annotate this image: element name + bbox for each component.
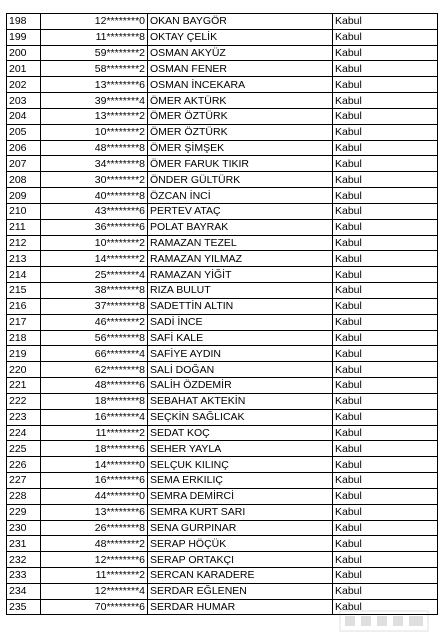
row-number-cell: 210 [7,203,41,219]
masked-id-cell: 14********2 [41,251,148,267]
status-cell: Kabul [333,267,438,283]
status-cell: Kabul [333,425,438,441]
row-number-cell: 211 [7,219,41,235]
table-row [7,409,438,425]
row-number-cell: 217 [7,314,41,330]
masked-id-cell: 39********4 [41,93,148,109]
status-cell: Kabul [333,567,438,583]
masked-id-cell: 16********6 [41,473,148,489]
masked-id-cell: 26********8 [41,520,148,536]
table-row [7,156,438,172]
masked-id-cell: 12********0 [41,14,148,30]
row-number-cell: 203 [7,93,41,109]
status-cell: Kabul [333,520,438,536]
row-number-cell: 216 [7,298,41,314]
table-row [7,29,438,45]
table-row [7,172,438,188]
status-cell: Kabul [333,346,438,362]
row-number-cell: 199 [7,29,41,45]
table-row [7,45,438,61]
row-number-cell: 222 [7,393,41,409]
status-cell: Kabul [333,140,438,156]
masked-id-cell: 10********2 [41,124,148,140]
full-name-cell: POLAT BAYRAK [148,219,333,235]
masked-id-cell: 56********8 [41,330,148,346]
full-name-cell: RAMAZAN TEZEL [148,235,333,251]
row-number-cell: 234 [7,583,41,599]
row-number-cell: 226 [7,457,41,473]
masked-id-cell: 36********6 [41,219,148,235]
full-name-cell: PERTEV ATAÇ [148,203,333,219]
masked-id-cell: 48********8 [41,140,148,156]
full-name-cell: SAFİYE AYDIN [148,346,333,362]
table-row [7,583,438,599]
row-number-cell: 220 [7,362,41,378]
table-row [7,567,438,583]
masked-id-cell: 16********4 [41,409,148,425]
full-name-cell: ÖMER FARUK TIKIR [148,156,333,172]
table-row [7,235,438,251]
full-name-cell: ÖMER ÖZTÜRK [148,124,333,140]
table-row [7,203,438,219]
status-cell: Kabul [333,172,438,188]
table-row [7,457,438,473]
table-row [7,504,438,520]
masked-id-cell: 11********2 [41,425,148,441]
full-name-cell: SEÇKİN SAĞLICAK [148,409,333,425]
table-row [7,14,438,30]
full-name-cell: SELÇUK KILINÇ [148,457,333,473]
table-row [7,488,438,504]
status-cell: Kabul [333,14,438,30]
table-row [7,283,438,299]
table-row [7,219,438,235]
row-number-cell: 219 [7,346,41,362]
status-cell: Kabul [333,409,438,425]
masked-id-cell: 13********2 [41,108,148,124]
full-name-cell: RAMAZAN YİĞİT [148,267,333,283]
table-row [7,536,438,552]
row-number-cell: 229 [7,504,41,520]
row-number-cell: 228 [7,488,41,504]
full-name-cell: SEBAHAT AKTEKİN [148,393,333,409]
table-row [7,378,438,394]
full-name-cell: RAMAZAN YILMAZ [148,251,333,267]
status-cell: Kabul [333,203,438,219]
row-number-cell: 231 [7,536,41,552]
full-name-cell: SADİ İNCE [148,314,333,330]
masked-id-cell: 10********2 [41,235,148,251]
full-name-cell: RIZA BULUT [148,283,333,299]
full-name-cell: SEDAT KOÇ [148,425,333,441]
full-name-cell: ÖMER ŞİMŞEK [148,140,333,156]
status-cell: Kabul [333,188,438,204]
row-number-cell: 206 [7,140,41,156]
full-name-cell: SERCAN KARADERE [148,567,333,583]
full-name-cell: ÖZCAN İNCİ [148,188,333,204]
masked-id-cell: 13********6 [41,504,148,520]
row-number-cell: 225 [7,441,41,457]
table-row [7,346,438,362]
row-number-cell: 215 [7,283,41,299]
results-table [6,13,438,615]
status-cell: Kabul [333,45,438,61]
table-row [7,251,438,267]
masked-id-cell: 59********2 [41,45,148,61]
row-number-cell: 232 [7,552,41,568]
table-row [7,552,438,568]
table-row [7,61,438,77]
row-number-cell: 202 [7,77,41,93]
status-cell: Kabul [333,488,438,504]
masked-id-cell: 14********0 [41,457,148,473]
full-name-cell: OKTAY ÇELİK [148,29,333,45]
full-name-cell: OSMAN İNCEKARA [148,77,333,93]
row-number-cell: 212 [7,235,41,251]
row-number-cell: 227 [7,473,41,489]
full-name-cell: ÖNDER GÜLTÜRK [148,172,333,188]
full-name-cell: SERAP ORTAKÇI [148,552,333,568]
status-cell: Kabul [333,504,438,520]
masked-id-cell: 38********8 [41,283,148,299]
row-number-cell: 200 [7,45,41,61]
full-name-cell: SEMRA KURT SARI [148,504,333,520]
table-row [7,108,438,124]
row-number-cell: 235 [7,599,41,615]
row-number-cell: 221 [7,378,41,394]
row-number-cell: 204 [7,108,41,124]
masked-id-cell: 37********8 [41,298,148,314]
full-name-cell: SERDAR HUMAR [148,599,333,615]
watermark-logo [339,610,429,632]
masked-id-cell: 40********8 [41,188,148,204]
masked-id-cell: 43********6 [41,203,148,219]
status-cell: Kabul [333,599,438,615]
full-name-cell: SALİ DOĞAN [148,362,333,378]
table-row [7,267,438,283]
masked-id-cell: 46********2 [41,314,148,330]
table-row [7,393,438,409]
full-name-cell: SALİH ÖZDEMİR [148,378,333,394]
table-row [7,298,438,314]
row-number-cell: 198 [7,14,41,30]
table-row [7,314,438,330]
masked-id-cell: 44********0 [41,488,148,504]
status-cell: Kabul [333,61,438,77]
status-cell: Kabul [333,298,438,314]
masked-id-cell: 18********6 [41,441,148,457]
table-row [7,93,438,109]
status-cell: Kabul [333,108,438,124]
full-name-cell: SERDAR EĞLENEN [148,583,333,599]
status-cell: Kabul [333,29,438,45]
full-name-cell: SAFİ KALE [148,330,333,346]
masked-id-cell: 30********2 [41,172,148,188]
status-cell: Kabul [333,583,438,599]
status-cell: Kabul [333,441,438,457]
row-number-cell: 209 [7,188,41,204]
full-name-cell: SERAP HÖÇÜK [148,536,333,552]
status-cell: Kabul [333,283,438,299]
masked-id-cell: 34********8 [41,156,148,172]
status-cell: Kabul [333,235,438,251]
status-cell: Kabul [333,251,438,267]
table-row [7,330,438,346]
full-name-cell: SEMRA DEMİRCİ [148,488,333,504]
masked-id-cell: 12********6 [41,552,148,568]
status-cell: Kabul [333,378,438,394]
table-row [7,362,438,378]
masked-id-cell: 25********4 [41,267,148,283]
full-name-cell: OSMAN AKYÜZ [148,45,333,61]
row-number-cell: 213 [7,251,41,267]
table-row [7,441,438,457]
row-number-cell: 230 [7,520,41,536]
masked-id-cell: 48********6 [41,378,148,394]
table-row [7,425,438,441]
row-number-cell: 207 [7,156,41,172]
row-number-cell: 218 [7,330,41,346]
row-number-cell: 201 [7,61,41,77]
status-cell: Kabul [333,93,438,109]
masked-id-cell: 11********2 [41,567,148,583]
full-name-cell: SEHER YAYLA [148,441,333,457]
row-number-cell: 223 [7,409,41,425]
row-number-cell: 224 [7,425,41,441]
status-cell: Kabul [333,457,438,473]
masked-id-cell: 12********4 [41,583,148,599]
table-row [7,473,438,489]
full-name-cell: ÖMER ÖZTÜRK [148,108,333,124]
masked-id-cell: 62********8 [41,362,148,378]
status-cell: Kabul [333,536,438,552]
status-cell: Kabul [333,219,438,235]
full-name-cell: SENA GURPINAR [148,520,333,536]
masked-id-cell: 70********6 [41,599,148,615]
status-cell: Kabul [333,552,438,568]
row-number-cell: 214 [7,267,41,283]
full-name-cell: SADETTİN ALTIN [148,298,333,314]
masked-id-cell: 58********2 [41,61,148,77]
status-cell: Kabul [333,156,438,172]
table-row [7,520,438,536]
results-table-body [7,14,438,615]
status-cell: Kabul [333,124,438,140]
status-cell: Kabul [333,362,438,378]
row-number-cell: 205 [7,124,41,140]
status-cell: Kabul [333,473,438,489]
row-number-cell: 208 [7,172,41,188]
full-name-cell: OKAN BAYGÖR [148,14,333,30]
table-row [7,140,438,156]
full-name-cell: ÖMER AKTÜRK [148,93,333,109]
status-cell: Kabul [333,393,438,409]
table-row [7,188,438,204]
status-cell: Kabul [333,330,438,346]
masked-id-cell: 48********2 [41,536,148,552]
masked-id-cell: 11********8 [41,29,148,45]
table-row [7,124,438,140]
masked-id-cell: 13********6 [41,77,148,93]
status-cell: Kabul [333,314,438,330]
masked-id-cell: 66********4 [41,346,148,362]
status-cell: Kabul [333,77,438,93]
masked-id-cell: 18********8 [41,393,148,409]
row-number-cell: 233 [7,567,41,583]
table-row [7,77,438,93]
full-name-cell: OSMAN FENER [148,61,333,77]
full-name-cell: SEMA ERKILIÇ [148,473,333,489]
